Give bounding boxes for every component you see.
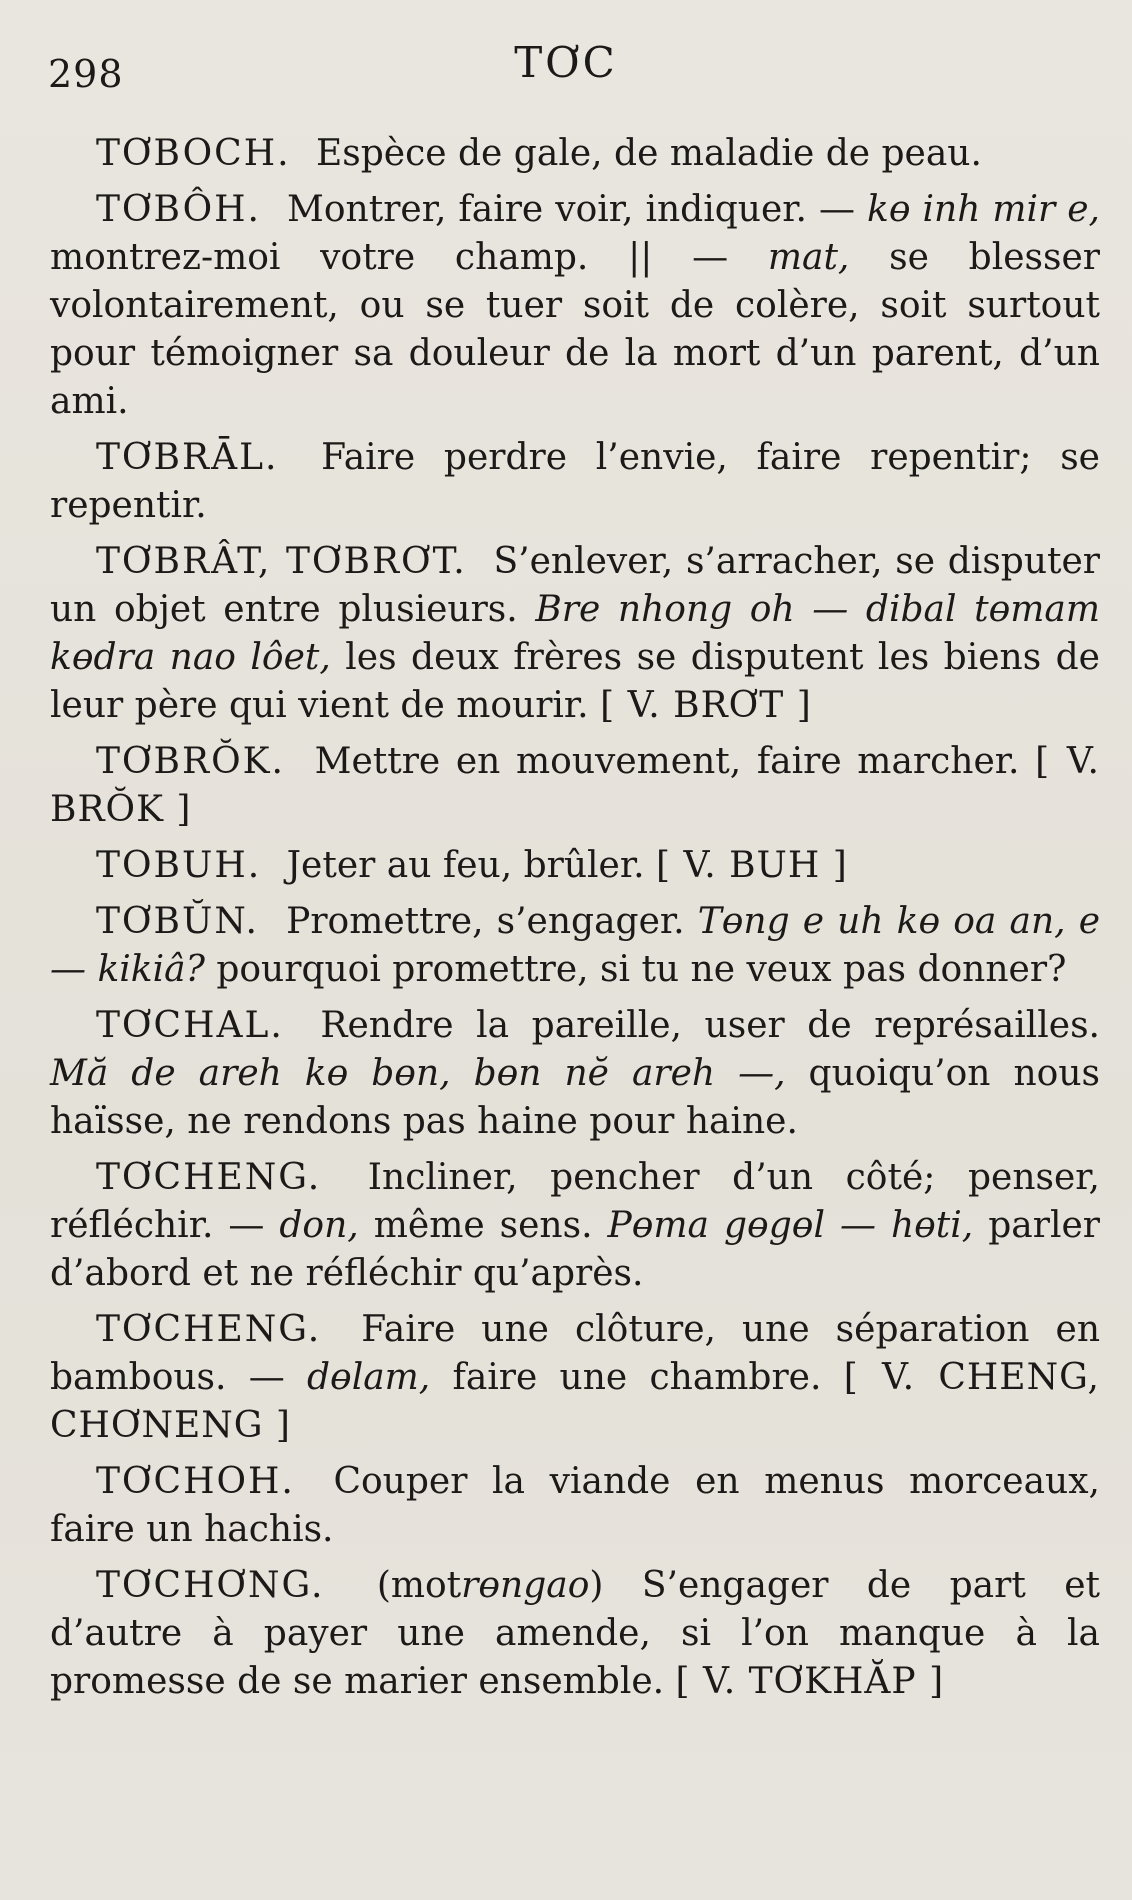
example: rɵngao <box>461 1565 590 1606</box>
definition: Mettre en mouvement, faire marcher. <box>314 741 1020 782</box>
headword: TƠCHAL. <box>96 1005 284 1046</box>
definition: (mot <box>376 1565 462 1606</box>
entry-tochong <box>50 1562 1100 1706</box>
headword: TƠCHENG. <box>96 1157 322 1198</box>
entry-toboh <box>50 186 1100 426</box>
example: dɵlam, <box>306 1357 431 1398</box>
definition: Incliner, pencher d’un côté; penser, réfléchir. — <box>50 1157 1100 1246</box>
definition: ) S’engager de part et d’autre à payer une amende, si l’on manque à la promesse de se marier ensemble. <box>50 1565 1100 1702</box>
definition: même sens. <box>373 1205 593 1246</box>
cross-reference: [ V. CHENG, CHƠNENG ] <box>50 1357 1101 1446</box>
headword: TOBUH. <box>96 845 262 886</box>
definition: Promettre, s’engager. <box>286 901 685 942</box>
entry-list <box>50 130 1100 1714</box>
cross-reference: [ V. BRƠT ] <box>600 685 812 726</box>
definition: Couper la viande en menus morceaux, faire un hachis. <box>50 1461 1100 1550</box>
definition: se blesser volontairement, ou se tuer soit de colère, soit surtout pour témoigner sa douleur de la mort d’un parent, d’un ami. <box>50 237 1100 422</box>
entry-tochal <box>50 1002 1100 1146</box>
headword: TƠBŬN. <box>96 901 259 942</box>
definition: Montrer, faire voir, indiquer. — <box>287 189 855 230</box>
headword: TƠBÔH. <box>96 189 261 230</box>
definition: Espèce de gale, de maladie de peau. <box>316 133 982 174</box>
definition: Rendre la pareille, user de représailles. <box>320 1005 1100 1046</box>
entry-tobrat <box>50 538 1100 730</box>
headword: TƠBRĀL. <box>96 437 279 478</box>
translation: quoiqu’on nous haïsse, ne rendons pas haine pour haine. <box>50 1053 1100 1142</box>
definition: Faire une clôture, une séparation en bambous. — <box>50 1309 1101 1398</box>
cross-reference: [ V. BUH ] <box>656 845 848 886</box>
translation: faire une chambre. <box>452 1357 822 1398</box>
cross-reference: [ V. BRŎK ] <box>50 741 1100 830</box>
translation: pourquoi promettre, si tu ne veux pas donner? <box>216 949 1067 990</box>
example: Bre nhong oh — dibal tɵmam kɵdra nao lôet, <box>50 589 1100 678</box>
headword: TƠBRÂT, TƠBRƠT. <box>96 541 467 582</box>
translation: parler d’abord et ne réfléchir qu’après. <box>50 1205 1100 1294</box>
example: Pɵma gɵgɵl — hɵti, <box>607 1205 974 1246</box>
headword: TƠCHƠNG. <box>96 1565 325 1606</box>
translation: montrez-moi votre champ. || — <box>50 237 729 278</box>
entry-tocheng-cloture <box>50 1306 1100 1450</box>
example: don, <box>279 1205 359 1246</box>
entry-tobun <box>50 898 1100 994</box>
headword: TƠBRŎK. <box>96 741 285 782</box>
running-head: TƠC <box>514 38 618 87</box>
example: mat, <box>767 237 850 278</box>
definition: S’enlever, s’arracher, se disputer un objet entre plusieurs. <box>50 541 1100 630</box>
entry-toboch <box>50 130 1100 178</box>
page-number: 298 <box>48 52 124 96</box>
entry-tocheng-incline <box>50 1154 1100 1298</box>
entry-tobuh <box>50 842 1100 890</box>
entry-tobral <box>50 434 1100 530</box>
headword: TƠCHENG. <box>96 1309 322 1350</box>
headword: TƠCHOH. <box>96 1461 295 1502</box>
headword: TƠBOCH. <box>96 133 291 174</box>
example: Tɵng e uh kɵ oa an, e — kikiâ? <box>50 901 1101 990</box>
entry-tobrok <box>50 738 1100 834</box>
example: kɵ inh mir e, <box>867 189 1101 230</box>
entry-tochoh <box>50 1458 1100 1554</box>
cross-reference: [ V. TƠKHĂP ] <box>675 1661 945 1702</box>
definition: Jeter au feu, brûler. <box>286 845 645 886</box>
example: Mă de areh kɵ bɵn, bɵn nĕ areh —, <box>50 1053 786 1094</box>
translation: les deux frères se disputent les biens de leur père qui vient de mourir. <box>50 637 1100 726</box>
definition: Faire perdre l’envie, faire repentir; se repentir. <box>50 437 1100 526</box>
